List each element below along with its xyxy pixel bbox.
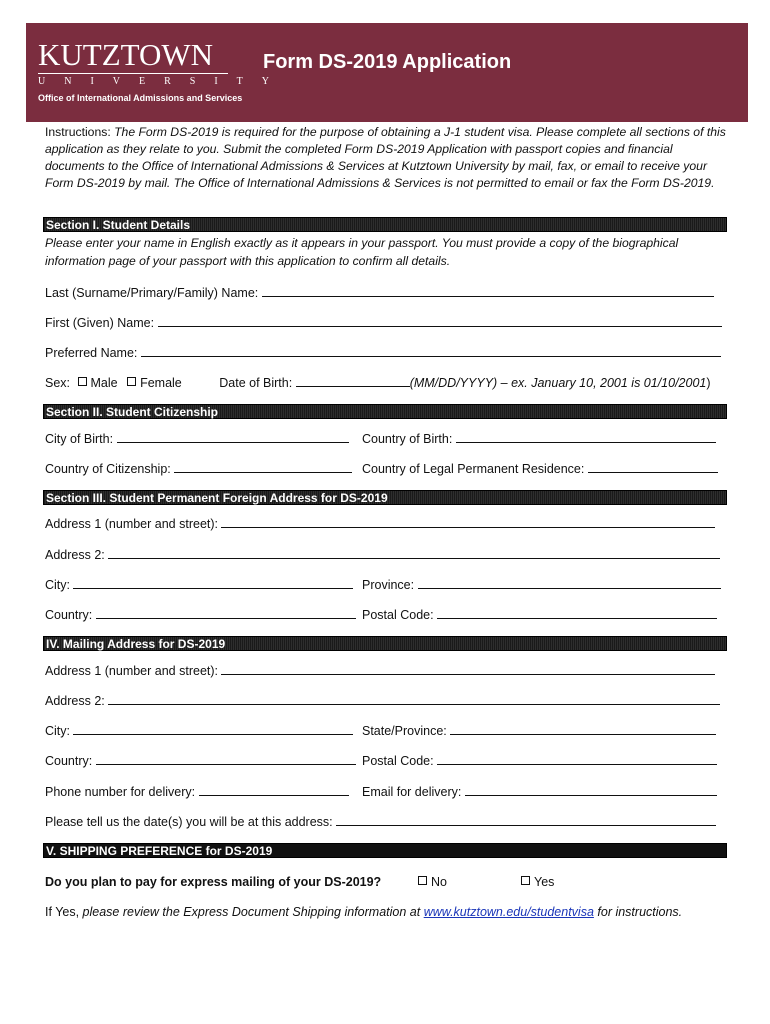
header-banner: [26, 23, 748, 122]
email-row: [362, 783, 717, 800]
mail-postal-label: Postal Code:: [362, 754, 434, 768]
studentvisa-link[interactable]: www.kutztown.edu/studentvisa: [423, 905, 594, 919]
office-name: Office of International Admissions and Services: [38, 93, 243, 103]
mail-postal-row: [362, 752, 717, 769]
perm-country-label: Country:: [45, 608, 93, 622]
city-birth-row: [45, 430, 349, 447]
residence-label: Country of Legal Permanent Residence:: [362, 462, 585, 476]
mail-address2-field[interactable]: [108, 692, 720, 705]
after-link-text: for instructions.: [593, 905, 683, 919]
mail-postal-field[interactable]: [437, 752, 717, 765]
if-yes-text: please review the Express Document Shipping information at: [82, 905, 424, 919]
express-yes-checkbox[interactable]: [521, 876, 530, 885]
mail-country-field[interactable]: [96, 752, 356, 765]
perm-address1-field[interactable]: [221, 515, 715, 528]
residence-row: [362, 460, 718, 477]
perm-postal-field[interactable]: [437, 606, 717, 619]
dob-label: Date of Birth:: [219, 376, 293, 390]
perm-postal-label: Postal Code:: [362, 608, 434, 622]
mail-country-row: [45, 752, 356, 769]
citizenship-field[interactable]: [174, 460, 352, 473]
mail-city-row: [45, 722, 353, 739]
citizenship-label: Country of Citizenship:: [45, 462, 171, 476]
mail-state-field[interactable]: [450, 722, 716, 735]
logo-divider: [38, 73, 228, 74]
perm-postal-row: [362, 606, 717, 623]
section-3-header: Section III. Student Permanent Foreign Address for DS-2019: [43, 490, 727, 505]
male-checkbox[interactable]: [78, 377, 87, 386]
section-2-header: Section II. Student Citizenship: [43, 404, 727, 419]
sex-dob-row: [45, 374, 711, 391]
perm-address2-row: [45, 546, 720, 563]
form-title: Form DS-2019 Application: [263, 51, 512, 73]
email-field[interactable]: [465, 783, 717, 796]
dates-label: Please tell us the date(s) you will be at this address:: [45, 815, 333, 829]
perm-address2-label: Address 2:: [45, 548, 105, 562]
perm-province-field[interactable]: [418, 576, 721, 589]
email-label: Email for delivery:: [362, 785, 462, 799]
section-4-header: IV. Mailing Address for DS-2019: [43, 636, 727, 651]
express-no-option: [418, 874, 447, 890]
if-yes-label: If Yes,: [45, 905, 83, 919]
perm-address2-field[interactable]: [108, 546, 720, 559]
mail-address1-field[interactable]: [221, 662, 715, 675]
express-question: Do you plan to pay for express mailing of your DS-2019?: [45, 875, 382, 889]
logo-university: UNIVERSITY: [38, 76, 288, 87]
dob-hint: (MM/DD/YYYY) – ex. January 10, 2001 is 01/10/2001: [409, 376, 707, 390]
country-birth-field[interactable]: [456, 430, 716, 443]
mail-address2-label: Address 2:: [45, 694, 105, 708]
dates-field[interactable]: [336, 813, 716, 826]
residence-field[interactable]: [588, 460, 718, 473]
express-no-label: No: [431, 875, 447, 889]
instructions-lead: Instructions:: [45, 125, 115, 139]
instructions: [45, 124, 731, 192]
express-yes-option: [521, 874, 554, 890]
dates-row: [45, 813, 716, 830]
country-birth-label: Country of Birth:: [362, 432, 453, 446]
mail-state-row: [362, 722, 716, 739]
perm-city-row: [45, 576, 353, 593]
mail-state-label: State/Province:: [362, 724, 447, 738]
first-name-field[interactable]: [158, 314, 722, 327]
perm-country-field[interactable]: [96, 606, 356, 619]
section-5-header: V. SHIPPING PREFERENCE for DS-2019: [43, 843, 727, 858]
first-name-label: First (Given) Name:: [45, 316, 155, 330]
perm-city-label: City:: [45, 578, 70, 592]
logo-wordmark: KUTZTOWN: [38, 37, 214, 72]
instructions-body: The Form DS-2019 is required for the purpose of obtaining a J-1 student visa. Please complete all sections of this application as they relate to you. Submit the completed Form DS-2019 Application with passport copies and financial documents to the Office of International Admissions & Services at Kutztown University by mail, fax, or email to receive your Form DS-2019 by mail. The Office of International Admissions & Services is not permitted to email or fax the Form DS-2019.: [45, 125, 726, 190]
male-label: Male: [90, 376, 118, 390]
last-name-field[interactable]: [262, 284, 714, 297]
express-no-checkbox[interactable]: [418, 876, 427, 885]
mail-country-label: Country:: [45, 754, 93, 768]
express-info-row: [45, 904, 682, 920]
last-name-label: Last (Surname/Primary/Family) Name:: [45, 286, 259, 300]
phone-label: Phone number for delivery:: [45, 785, 196, 799]
phone-field[interactable]: [199, 783, 349, 796]
female-checkbox[interactable]: [127, 377, 136, 386]
city-birth-label: City of Birth:: [45, 432, 114, 446]
sex-label: Sex:: [45, 376, 71, 390]
express-yes-label: Yes: [534, 875, 555, 889]
preferred-name-field[interactable]: [141, 344, 721, 357]
phone-row: [45, 783, 349, 800]
preferred-name-label: Preferred Name:: [45, 346, 138, 360]
mail-address1-label: Address 1 (number and street):: [45, 664, 218, 678]
dob-close: ): [706, 376, 711, 390]
dob-field[interactable]: [296, 374, 410, 387]
mail-city-field[interactable]: [73, 722, 353, 735]
mail-city-label: City:: [45, 724, 70, 738]
perm-address1-label: Address 1 (number and street):: [45, 517, 218, 531]
section-1-note: Please enter your name in English exactly as it appears in your passport. You must provide a copy of the biographical information page of your passport with this application to confirm all details.: [45, 236, 679, 268]
perm-province-row: [362, 576, 721, 593]
perm-country-row: [45, 606, 356, 623]
perm-province-label: Province:: [362, 578, 415, 592]
country-birth-row: [362, 430, 716, 447]
university-logo: [38, 37, 288, 103]
mail-address1-row: [45, 662, 715, 679]
last-name-row: [45, 284, 714, 301]
section-1-header: Section I. Student Details: [43, 217, 727, 232]
city-birth-field[interactable]: [117, 430, 349, 443]
citizenship-row: [45, 460, 352, 477]
female-label: Female: [140, 376, 182, 390]
perm-city-field[interactable]: [73, 576, 353, 589]
mail-address2-row: [45, 692, 720, 709]
preferred-name-row: [45, 344, 721, 361]
first-name-row: [45, 314, 722, 331]
perm-address1-row: [45, 515, 715, 532]
